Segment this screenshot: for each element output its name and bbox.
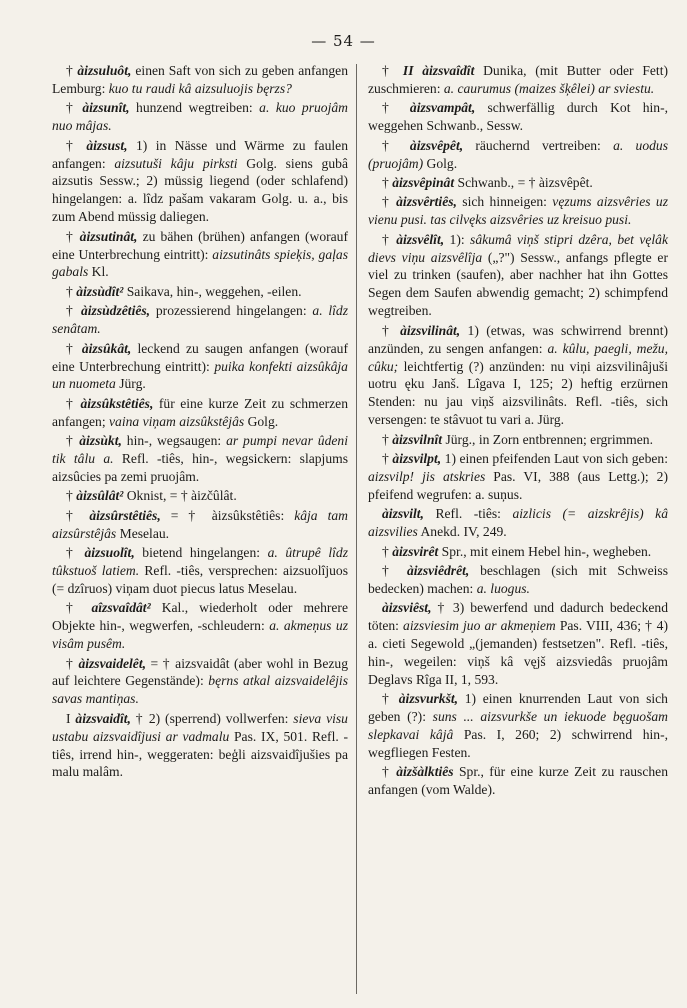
headword: àizsutinât, xyxy=(79,228,138,244)
entry-continuation: Kl. xyxy=(88,264,109,280)
definition-text: hunzend wegtreiben: xyxy=(129,100,260,116)
entry-continuation: Refl. -tiês, hin-, wegsickern: slapjums aizsûcies pa zemi pruojâm. xyxy=(52,451,348,484)
entry-marker: † xyxy=(382,543,393,559)
headword: àizsvurkšt, xyxy=(398,691,459,707)
entry-marker: † xyxy=(66,507,90,523)
headword: àizsùkt, xyxy=(79,433,122,449)
definition-text: 1) einen knurrenden Laut von sich geben (?): xyxy=(368,691,668,725)
dictionary-entry xyxy=(52,487,348,505)
headword: àizsunît, xyxy=(82,100,130,116)
entry-marker: I xyxy=(66,710,76,726)
definition-text: sich hinneigen: xyxy=(456,194,553,210)
definition-text: † 3) bewerfend und dadurch bedeckend töten: xyxy=(368,600,668,634)
headword: àizsûkât, xyxy=(81,340,132,356)
dictionary-entry xyxy=(52,62,348,98)
definition-text: † 2) (sperrend) vollwerfen: xyxy=(130,710,294,726)
dictionary-entry xyxy=(368,450,668,504)
headword: àizšàlktiês xyxy=(396,764,454,780)
example-text: a. ûtrupê lîdz tûkstuoš latiem. xyxy=(52,545,349,578)
entry-marker: † xyxy=(66,395,81,411)
example-text: aizsviesim juo ar akmeņiem xyxy=(403,618,556,634)
example-text: a. kuo pruojâm nuo mâjas. xyxy=(52,100,348,134)
definition-text: einen Saft von sich zu geben anfangen Lemburg: xyxy=(52,63,349,96)
entry-continuation: Pas. I, 260; 2) schwirrend hin-, wegfliegen Festen. xyxy=(368,727,669,761)
headword: àizsviêst, xyxy=(382,600,432,616)
dictionary-entry xyxy=(52,228,348,282)
headword: àizsviêdrêt, xyxy=(406,562,470,578)
headword: àizsûlât² xyxy=(76,488,124,504)
example-text: aizsvilp! jis atskries xyxy=(368,468,486,484)
example-text: a. akmeņus uz visâm pusêm. xyxy=(52,618,348,652)
definition-text: Refl. -tiês: xyxy=(423,506,513,522)
entry-marker: † xyxy=(66,137,87,153)
dictionary-entry xyxy=(52,710,348,782)
definition-text: Saikava, hin-, weggehen, -eilen. xyxy=(123,283,302,299)
definition-text: Jürg., in Zorn entbrennen; ergrimmen. xyxy=(442,431,653,447)
dictionary-entry xyxy=(52,99,348,135)
headword: àizsuluôt, xyxy=(77,63,132,78)
dictionary-entry xyxy=(368,562,668,598)
entry-marker: † xyxy=(66,545,85,561)
definition-text: Spr., mit einem Hebel hin-, wegheben. xyxy=(438,543,652,559)
dictionary-entry xyxy=(368,690,668,762)
example-text: vęzums aizsvêries uz vienu pusi. tas cilvęks aizsvêries uz kreisuo pusi. xyxy=(368,194,668,228)
dictionary-entry xyxy=(52,340,348,394)
entry-marker: † xyxy=(66,303,81,319)
entry-marker: † xyxy=(382,562,407,578)
entry-marker: † xyxy=(66,100,83,116)
dictionary-entry xyxy=(52,544,348,598)
dictionary-entry xyxy=(368,431,668,449)
headword: àizsvaidît, xyxy=(75,710,131,726)
dictionary-entry xyxy=(368,231,668,321)
definition-text: Schwanb., = † àizsvêpêt. xyxy=(454,174,593,190)
entry-continuation: Pas. IX, 501. Refl. -tiês, irrend hin-, weggeraten: beģli aizsvaidîjušies pa malu malâm. xyxy=(52,728,348,780)
headword: àizsùdît² xyxy=(76,283,124,299)
dictionary-entry xyxy=(368,763,668,799)
definition-text: = † aizsvaidât (aber wohl in Bezug auf leichtere Gegenstände): xyxy=(52,655,348,689)
entry-marker: † xyxy=(66,655,79,671)
headword: àizsvêpêt, xyxy=(409,137,464,153)
definition-text: bietend hingelangen: xyxy=(134,545,268,561)
entry-marker: † xyxy=(66,63,78,78)
definition-text: leckend zu saugen anfangen (worauf eine Unterbrechung eintritt): xyxy=(52,340,348,374)
example-text: a. luogus. xyxy=(476,580,530,596)
entry-marker: † xyxy=(382,322,401,338)
headword: àizsùdzêtiês, xyxy=(80,303,151,319)
headword: àizsvampât, xyxy=(409,100,476,116)
definition-text: hin-, wegsaugen: xyxy=(121,433,227,449)
entry-marker: † xyxy=(66,228,80,244)
entry-marker: † xyxy=(382,231,397,247)
dictionary-entry xyxy=(52,137,348,227)
entry-marker: † xyxy=(66,600,92,616)
dictionary-entry xyxy=(52,283,348,301)
entry-marker: † xyxy=(382,174,393,190)
example-text: suns ... aizsvurkše un iekuode bęguošam slepkavai kâjâ xyxy=(368,709,669,743)
example-text: vaina viņam aizsûkstêjâs xyxy=(109,413,245,429)
definition-text: Oknist, = † àizčûlât. xyxy=(123,488,237,504)
entry-continuation: Jürg. xyxy=(115,376,146,392)
headword: II àizsvaîdît xyxy=(402,63,475,78)
definition-text: zu bähen (brühen) anfangen (worauf eine Unterbrechung eintritt): xyxy=(52,228,349,262)
example-text: puika konfekti aizsûkâja un nuometa xyxy=(52,358,348,392)
column-divider xyxy=(356,64,357,994)
entry-continuation: Golg. siens gubâ aizsutis Sessw.; 2) müssig liegend (oder schlafend) hingelangen: a. lîdz pašam vakaram Golg. u. a., bis zum Abend müssig daliegen. xyxy=(52,155,348,225)
entry-marker: † xyxy=(66,340,82,356)
entry-marker: † xyxy=(382,137,410,153)
dictionary-entry xyxy=(52,507,348,543)
example-text: sieva visu ustabu aizsvaidîjusi ar vadmalu xyxy=(52,710,348,744)
dictionary-entry xyxy=(52,395,348,431)
example-text: aizsutuši kâju pirksti xyxy=(114,155,238,171)
definition-text: 1) einen pfeifenden Laut von sich geben: xyxy=(441,451,668,467)
definition-text: Spr., für eine kurze Zeit zu rauschen anfangen (vom Walde). xyxy=(368,764,668,798)
headword: àizsûrstêtiês, xyxy=(89,507,161,523)
entry-marker: † xyxy=(66,283,77,299)
headword: àizsust, xyxy=(86,137,128,153)
definition-text: schwerfällig durch Kot hin-, weggehen Schwanb., Sessw. xyxy=(368,100,669,134)
dictionary-entry xyxy=(368,174,668,192)
example-text: a. kûlu, paegli, mežu, cûku; xyxy=(368,340,669,374)
example-text: aizsutinâts spieķis, gaļas gabals xyxy=(52,246,348,280)
dictionary-entry xyxy=(368,193,668,229)
dictionary-entry xyxy=(368,505,668,541)
entry-continuation: („?") Sessw., anfangs pflegte er viel zu trinken (saufen), aber nachher hat ihn Gottes Segen dem Saufen abwendig gemacht; 2) schimpfend wegtreiben. xyxy=(368,249,668,319)
dictionary-entry xyxy=(52,302,348,338)
right-column xyxy=(368,62,668,801)
dictionary-entry xyxy=(368,99,668,135)
entry-marker: † xyxy=(382,451,393,467)
entry-marker: † xyxy=(382,63,403,78)
example-text: ar pumpi nevar ûdeni tik tâlu a. xyxy=(52,433,348,467)
dictionary-entry xyxy=(368,137,668,173)
headword: àizsvêpinât xyxy=(392,174,455,190)
headword: àizsvêlît, xyxy=(396,231,445,247)
page-number: — 54 — xyxy=(311,32,376,50)
definition-text: 1): xyxy=(444,231,471,247)
example-text: aizlicis (= aizskrêjis) kâ aizsvilies xyxy=(368,506,668,540)
entry-continuation: Golg. xyxy=(423,155,458,171)
definition-text: für eine kurze Zeit zu schmerzen anfangen; xyxy=(52,395,348,429)
definition-text: = † àizsûkstêtiês: xyxy=(160,507,295,523)
dictionary-entry xyxy=(368,543,668,561)
example-text: a. lîdz senâtam. xyxy=(52,303,349,337)
dictionary-entry xyxy=(368,599,668,689)
example-text: sâkumâ viņš stipri dzêra, bet vęlâk dievs viņu aizsvêlîja xyxy=(368,231,668,265)
dictionary-entry xyxy=(368,322,668,429)
entry-marker: † xyxy=(382,764,397,780)
left-column xyxy=(52,62,348,783)
entry-marker: † xyxy=(382,100,410,116)
headword: àizsvilpt, xyxy=(392,451,442,467)
definition-text: räuchernd vertreiben: xyxy=(463,137,614,153)
entry-continuation: Meselau. xyxy=(116,525,170,541)
example-text: kâja tam aizsûrstêjâs xyxy=(52,507,348,541)
headword: àizsvaidelêt, xyxy=(78,655,147,671)
entry-continuation: Golg. xyxy=(244,413,279,429)
headword: àizsûkstêtiês, xyxy=(80,395,154,411)
headword: àizsuolît, xyxy=(84,545,135,561)
entry-continuation: Anekd. IV, 249. xyxy=(417,524,507,540)
definition-text: beschlagen (sich mit Schweiss bedecken) machen: xyxy=(368,562,668,596)
dictionary-entry xyxy=(52,599,348,653)
example-text: a. uodus (pruojâm) xyxy=(368,137,668,171)
headword: àizsvilt, xyxy=(382,506,424,522)
definition-text: 1) in Nässe und Wärme zu faulen anfangen: xyxy=(52,137,348,171)
headword: àizsvilinât, xyxy=(400,322,461,338)
dictionary-entry xyxy=(52,655,348,709)
definition-text: Kal., wiederholt oder mehrere Objekte hin-, wegwerfen, -schleudern: xyxy=(52,600,348,634)
entry-marker: † xyxy=(382,194,397,210)
entry-marker: † xyxy=(382,431,393,447)
definition-text: 1) (etwas, was schwirrend brennt) anzünden, zu sengen anfangen: xyxy=(368,322,668,356)
entry-marker: † xyxy=(382,691,399,707)
dictionary-entry xyxy=(52,432,348,486)
example-text: kuo tu raudi kâ aizsuluojis bęrzs? xyxy=(108,80,292,96)
example-text: bęrns atkal aizsvaidelêjis savas mantiņas. xyxy=(52,673,348,707)
headword: aîzsvaîdât² xyxy=(91,600,151,616)
definition-text: Dunika, (mit Butter oder Fett) zuschmieren: xyxy=(368,63,668,96)
example-text: a. caurumus (maizes šķêlei) ar sviestu. xyxy=(443,80,655,96)
headword: àizsvêrtiês, xyxy=(396,194,457,210)
entry-continuation: Refl. -tiês, versprechen: aizsuolîjuos (= dzîruos) viņam duot piecus latus Meselau. xyxy=(52,562,348,596)
entry-continuation: Pas. VIII, 436; † 4) a. cieti Segewold „(jemanden) festsetzen". Refl. -tiês, hin-, wegeilen: viņš kâ vęjš aizsviedâs pruojâm Deglavs Rîga II, 1, 593. xyxy=(368,618,668,687)
entry-continuation: leichtfertig (?) anzünden: nu viņi aizsvilinâjuši uotru ęku Janš. Lîgava I, 125; 2) heftig erzürnen Stenden: nu jau viņš aizsvilinâts. Refl. -tiês, sich versengen: te stâvuot tu vari a. Jürg. xyxy=(368,358,668,428)
definition-text: prozessierend hingelangen: xyxy=(150,303,313,319)
entry-marker: † xyxy=(66,488,77,504)
entry-marker: † xyxy=(66,433,80,449)
headword: àizsvilnît xyxy=(392,431,443,447)
headword: àizsvirêt xyxy=(392,543,439,559)
entry-continuation: Pas. VI, 388 (aus Lettg.); 2) pfeifend wegrufen: a. suņus. xyxy=(368,468,668,502)
dictionary-entry xyxy=(368,62,668,98)
